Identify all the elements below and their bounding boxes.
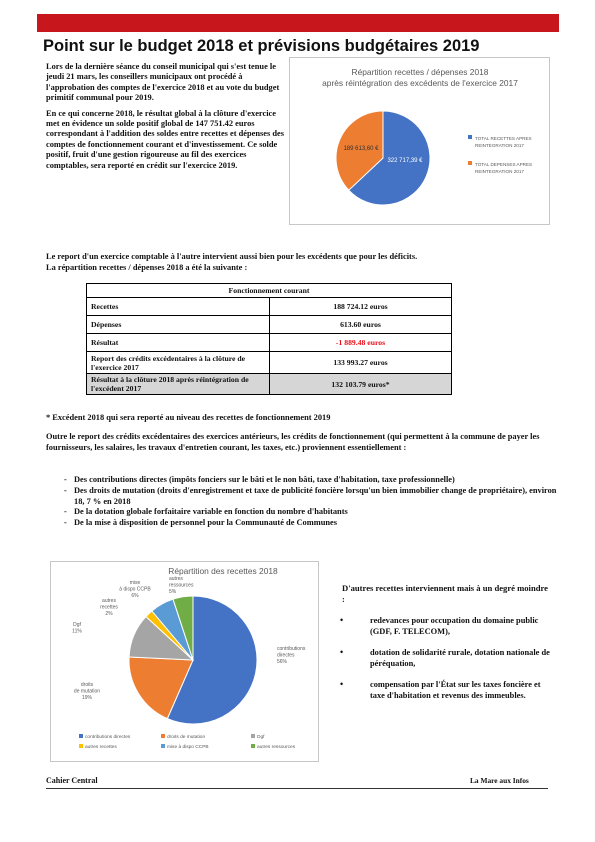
pie-data-label: à dispo CCPB — [119, 586, 151, 593]
row-label: Recettes — [87, 298, 270, 316]
legend-swatch — [251, 744, 255, 748]
legend-label: contributions directes — [85, 735, 131, 740]
pie-data-label: ressources — [169, 582, 194, 589]
funding-intro: Outre le report des crédits excédentaires des exercices antérieurs, les crédits de fonctionnement (qui permettent à la commune de payer les fournisseurs, les salaires, les travaux d'entretien courant, les taxes, etc.) proviennent essentiellement : — [46, 432, 540, 452]
legend-label: droits de mutation — [167, 735, 206, 740]
row-value: 613.60 euros — [270, 316, 452, 334]
report-line-1: Le report d'un exercice comptable à l'autre intervient aussi bien pour les excédents que pour les déficits. — [46, 252, 418, 261]
pie-data-label: autres — [169, 576, 183, 582]
budget-table — [86, 283, 452, 395]
pie-data-label: mise — [129, 580, 141, 586]
pie-data-label: autres — [102, 598, 116, 604]
pie-data-label: 322 717,39 € — [387, 158, 423, 164]
table-header: Fonctionnement courant — [87, 284, 452, 298]
list-item: • compensation par l'État sur les taxes foncière et taxe d'habitation et revenus des immeubles. — [340, 679, 554, 701]
page-title: Point sur le budget 2018 et prévisions budgétaires 2019 — [43, 37, 480, 55]
pie-data-label: de mutation — [73, 688, 101, 695]
row-label: Résultat à la clôture 2018 après réintégration de l'excédent 2017 — [87, 374, 270, 395]
legend-swatch — [79, 744, 83, 748]
legend-swatch — [161, 744, 165, 748]
chart-title-line-2: après réintégration des excédents de l'exercice 2017 — [322, 78, 518, 88]
chart-title-line-1: Répartition recettes / dépenses 2018 — [351, 67, 489, 77]
legend-label: autres recettes — [85, 745, 117, 750]
table-row-total — [87, 374, 452, 395]
table-row — [87, 316, 452, 334]
table-row — [87, 352, 452, 374]
legend-label: Dgf — [257, 735, 265, 740]
list-item: • redevances pour occupation du domaine public (GDF, F. TELECOM), — [340, 615, 554, 637]
footer-publication-name: La Mare aux Infos — [470, 776, 529, 785]
pie-data-label: 2% — [105, 611, 113, 617]
row-value: 133 993.27 euros — [270, 352, 452, 374]
row-value: 132 103.79 euros* — [270, 374, 452, 395]
legend-swatch — [251, 734, 255, 738]
legend-label: autres ressources — [257, 745, 296, 750]
row-label: Dépenses — [87, 316, 270, 334]
row-label: Report des crédits excédentaires à la clôture de l'exercice 2017 — [87, 352, 270, 374]
pie-data-label: 189 613,60 € — [343, 146, 379, 152]
list-item: - Des contributions directes (impôts fonciers sur le bâti et le non bâti, taxe d'habitation, taxe professionnelle) — [64, 475, 558, 486]
other-revenue-list — [340, 615, 554, 711]
other-revenue-intro: D'autres recettes interviennent mais à un degré moindre : — [342, 583, 548, 604]
chart-revenue-split-svg — [51, 562, 320, 763]
pie-data-label: 19% — [81, 695, 93, 701]
pie-data-label: contributions — [277, 646, 306, 652]
legend-swatch — [79, 734, 83, 738]
report-line-2: La répartition recettes / dépenses 2018 a été la suivante : — [46, 262, 248, 272]
chart-budget-split-svg — [290, 58, 551, 226]
intro-text — [46, 62, 286, 176]
header-color-bar — [37, 14, 559, 32]
list-item: - De la dotation globale forfaitaire variable en fonction du nombre d'habitants — [64, 507, 558, 518]
list-item: - Des droits de mutation (droits d'enregistrement et taxe de publicité foncière lorsqu'un bien immobilier change de propriétaire), environ 18, 7 % en 2018 — [64, 486, 558, 508]
footer-section-name: Cahier Central — [46, 776, 98, 785]
list-item: • dotation de solidarité rurale, dotation nationale de péréquation, — [340, 647, 554, 669]
pie-data-label: 5% — [169, 589, 177, 595]
footnote: * Excédent 2018 qui sera reporté au niveau des recettes de fonctionnement 2019 — [46, 413, 331, 422]
legend-label: TOTAL DEPENSES APRES — [475, 162, 533, 167]
legend-label: TOTAL RECETTES APRES — [475, 136, 532, 141]
legend-label: REINTEGRATION 2017 — [475, 143, 524, 148]
row-label: Résultat — [87, 334, 270, 352]
pie-data-label: recettes — [100, 604, 118, 611]
pie-data-label: 56% — [277, 659, 288, 665]
report-intro — [46, 252, 556, 274]
chart-revenue-split — [50, 561, 319, 762]
intro-paragraph-1: Lors de la dernière séance du conseil municipal qui s'est tenue le jeudi 21 mars, les conseillers municipaux ont procédé à l'approbation des comptes de l'exercice 2018 et au vote du budget primitif communal pour 2019. — [46, 62, 280, 103]
footer-divider — [46, 788, 548, 789]
table-row — [87, 334, 452, 352]
legend-swatch — [468, 135, 472, 139]
chart-title: Répartition des recettes 2018 — [168, 566, 278, 576]
pie-data-label: droits — [80, 682, 94, 688]
pie-data-label: directes — [277, 652, 295, 659]
chart-budget-split — [289, 57, 550, 225]
intro-paragraph-2: En ce qui concerne 2018, le résultat global à la clôture d'exercice met en évidence un solde positif global de 147 751.42 euros correspondant à l'addition des soldes entre recettes et dépenses des comptes de fonctionnement courant et d'investissement. Ce solde positif, fruit d'une gestion rigoureuse au fil des exercices comptables, sera reporté en crédit sur l'exercice 2019. — [46, 108, 284, 170]
pie-data-label: Dgf — [73, 622, 81, 628]
legend-swatch — [468, 161, 472, 165]
legend-label: mise à dispo CCPB — [167, 745, 209, 750]
pie-data-label: 11% — [72, 628, 82, 635]
list-item: - De la mise à disposition de personnel pour la Communauté de Communes — [64, 518, 558, 529]
pie-data-label: 6% — [131, 593, 139, 599]
legend-label: REINTEGRATION 2017 — [475, 169, 524, 174]
row-value: 188 724.12 euros — [270, 298, 452, 316]
legend-swatch — [161, 734, 165, 738]
row-value-negative: -1 889.48 euros — [270, 334, 452, 352]
funding-sources-list — [64, 475, 558, 529]
table-row — [87, 298, 452, 316]
